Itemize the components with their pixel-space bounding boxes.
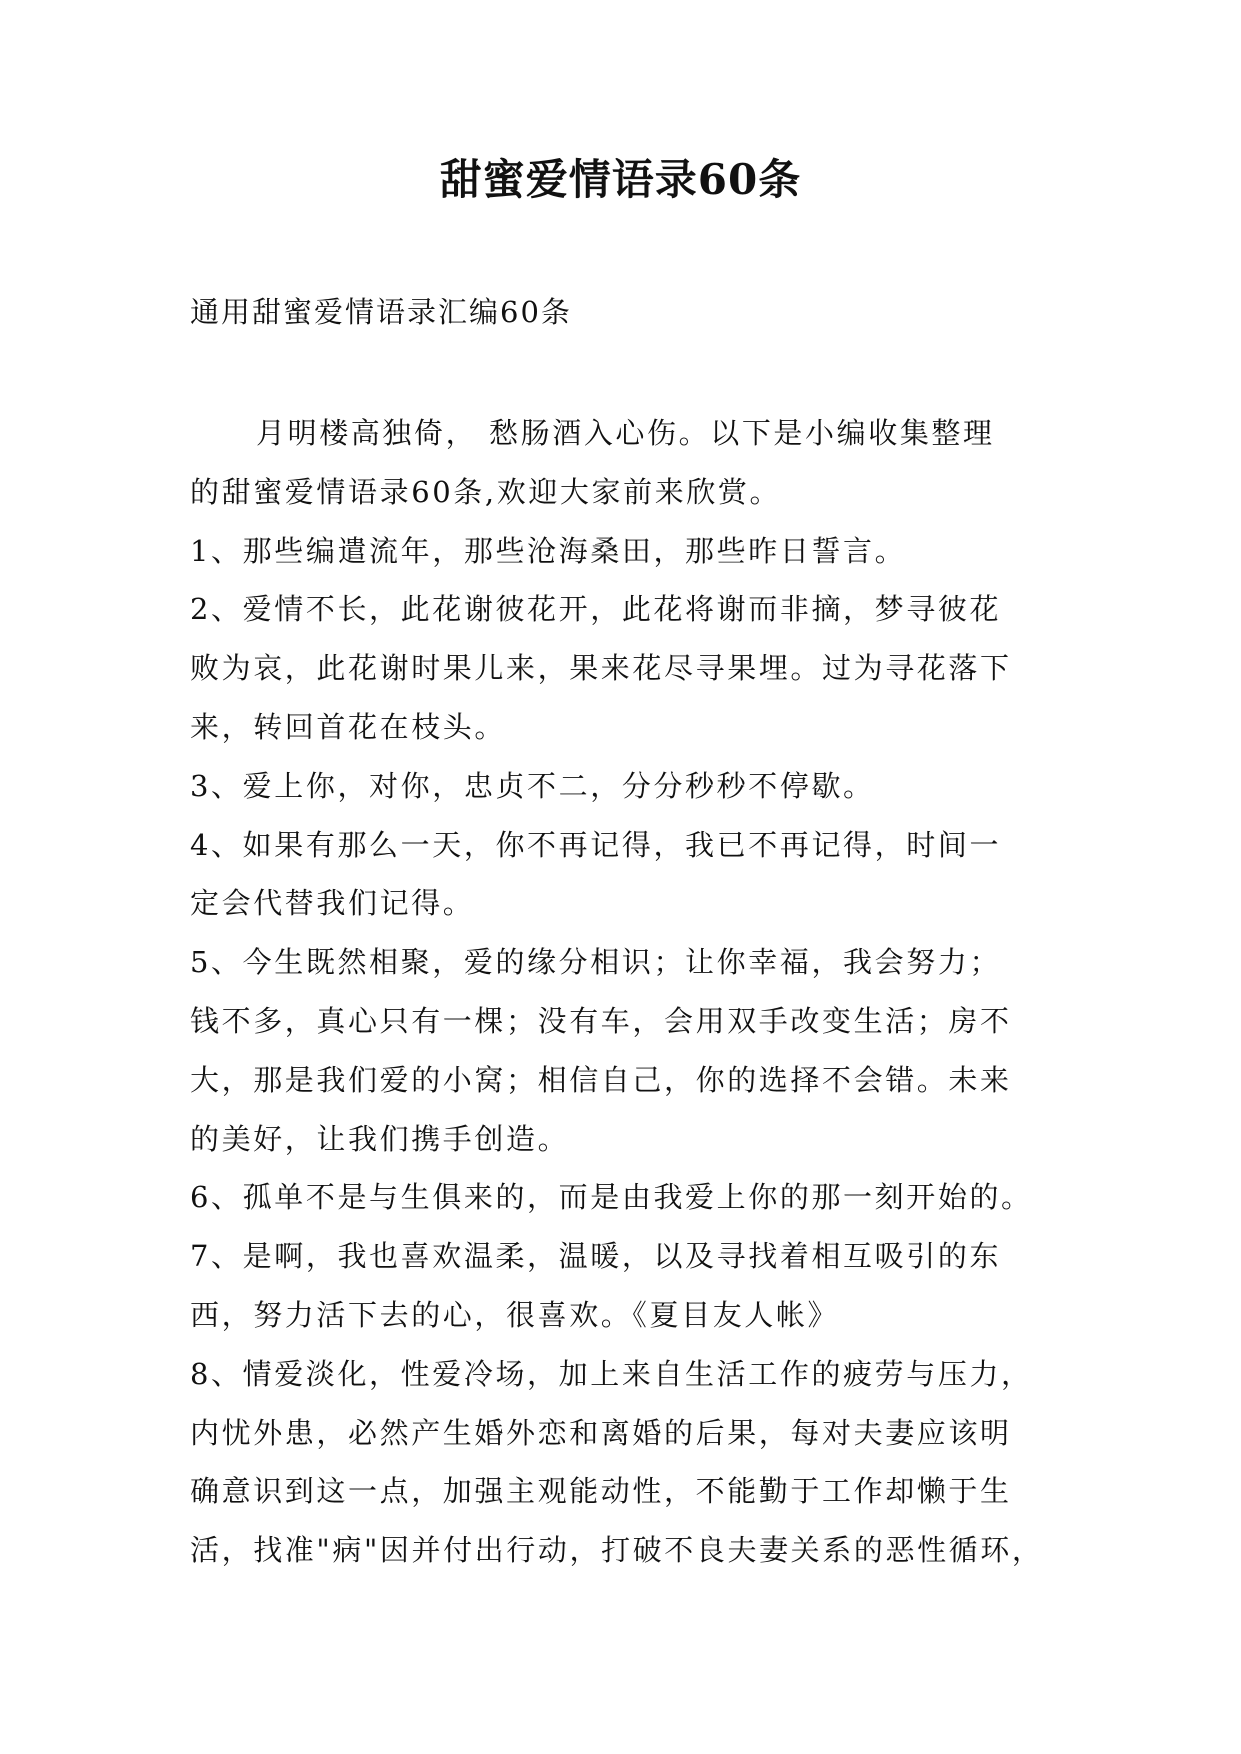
paragraph-line: 大，那是我们爱的小窝；相信自己，你的选择不会错。未来 <box>190 1062 1012 1097</box>
paragraph-line: 定会代替我们记得。 <box>190 886 475 921</box>
paragraph-line: 3、爱上你，对你，忠贞不二，分分秒秒不停歇。 <box>190 768 875 803</box>
paragraph-line: 钱不多，真心只有一棵；没有车，会用双手改变生活；房不 <box>190 1003 1012 1038</box>
paragraph-line: 的美好，让我们携手创造。 <box>190 1121 570 1156</box>
paragraph-line: 确意识到这一点，加强主观能动性，不能勤于工作却懒于生 <box>190 1474 1012 1509</box>
paragraph-line: 月明楼高独倚， 愁肠酒入心伤。以下是小编收集整理 <box>256 416 995 450</box>
paragraph-line: 1、那些编遣流年，那些沧海桑田，那些昨日誓言。 <box>190 533 907 568</box>
paragraph-line: 7、是啊，我也喜欢温柔，温暖，以及寻找着相互吸引的东 <box>190 1239 1002 1274</box>
paragraph-line: 内忧外患，必然产生婚外恋和离婚的后果，每对夫妻应该明 <box>190 1415 1012 1450</box>
document-body <box>190 404 1070 1580</box>
paragraph-line: 4、如果有那么一天，你不再记得，我已不再记得，时间一 <box>190 827 1002 862</box>
paragraph-line: 6、孤单不是与生俱来的，而是由我爱上你的那一刻开始的。 <box>190 1180 1033 1215</box>
paragraph-line: 败为哀，此花谢时果儿来，果来花尽寻果埋。过为寻花落下 <box>190 651 1012 686</box>
paragraph-line: 来，转回首花在枝头。 <box>190 709 507 744</box>
paragraph-line: 5、今生既然相聚，爱的缘分相识；让你幸福，我会努力； <box>190 945 1002 980</box>
paragraph-line: 2、爱情不长，此花谢彼花开，此花将谢而非摘，梦寻彼花 <box>190 592 1002 627</box>
paragraph-line: 8、情爱淡化，性爱冷场，加上来自生活工作的疲劳与压力， <box>190 1356 1033 1391</box>
document-subtitle: 通用甜蜜爱情语录汇编60条 <box>190 295 572 329</box>
paragraph-line: 西，努力活下去的心，很喜欢。《夏目友人帐》 <box>190 1297 840 1332</box>
document-title: 甜蜜爱情语录60条 <box>439 155 802 204</box>
paragraph-line: 的甜蜜爱情语录60条,欢迎大家前来欣赏。 <box>190 474 782 509</box>
paragraph-line: 活，找准"病"因并付出行动，打破不良夫妻关系的恶性循环， <box>190 1533 1044 1568</box>
